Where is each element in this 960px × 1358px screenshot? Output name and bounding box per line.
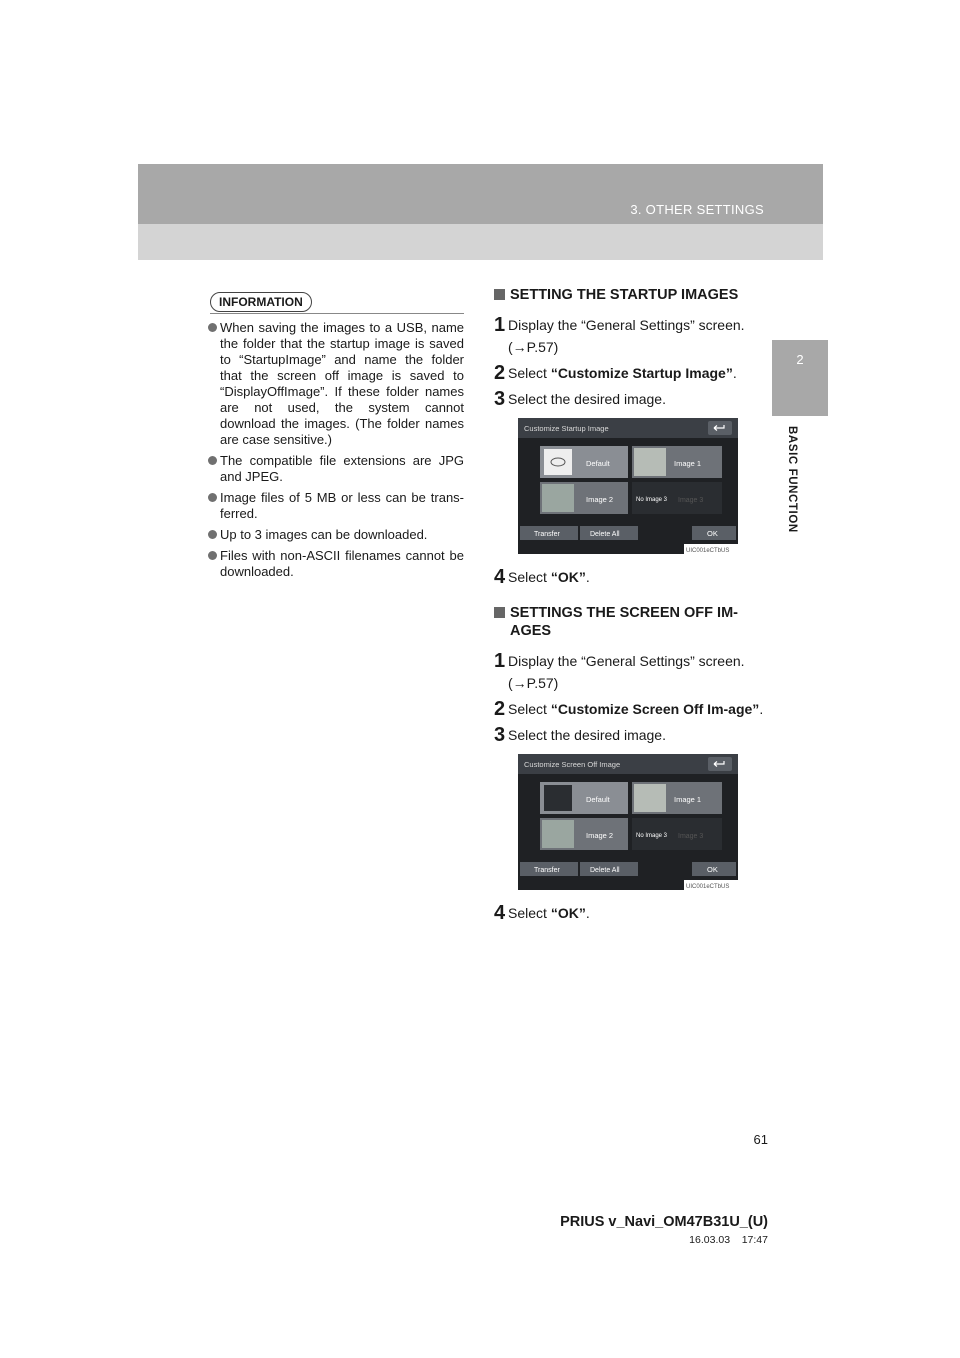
step-4: 4 Select “OK”. bbox=[494, 902, 590, 924]
startup-screen-screenshot bbox=[518, 418, 738, 554]
no-image3-label: No Image 3 bbox=[636, 497, 668, 503]
image3-label: Image 3 bbox=[678, 497, 704, 504]
no-image3-label: No Image 3 bbox=[636, 833, 668, 839]
image3-label: Image 3 bbox=[678, 833, 704, 840]
screen-off-screenshot bbox=[518, 754, 738, 890]
btn-transfer-label: Transfer bbox=[534, 531, 560, 538]
step-3: 3 Select the desired image. bbox=[494, 724, 666, 746]
step-4: 4 Select “OK”. bbox=[494, 566, 590, 588]
step-1: 1 Display the “General Settings” screen. (→P.57) bbox=[494, 314, 745, 355]
bullet-icon bbox=[208, 493, 217, 502]
screen-code: UIC001eCTbUS bbox=[686, 548, 730, 554]
instructions-column bbox=[494, 282, 766, 928]
bullet-icon bbox=[208, 551, 217, 560]
square-bullet-icon bbox=[494, 289, 505, 300]
btn-image1-label: Image 1 bbox=[674, 795, 702, 804]
doc-id: PRIUS v_Navi_OM47B31U_(U) bbox=[560, 1214, 768, 1230]
info-item: Image files of 5 MB or less can be trans-ferred. bbox=[208, 490, 464, 522]
chapter-label: BASIC FUNCTION bbox=[786, 426, 798, 533]
section-heading-startup: SETTING THE STARTUP IMAGES bbox=[494, 286, 766, 304]
btn-default-label: Default bbox=[586, 459, 610, 468]
screen-title: Customize Startup Image bbox=[524, 424, 609, 433]
btn-image1-label: Image 1 bbox=[674, 459, 702, 468]
screen-graphic bbox=[518, 754, 738, 890]
bullet-icon bbox=[208, 456, 217, 465]
step-3: 3 Select the desired image. bbox=[494, 388, 666, 410]
btn-delete-all-label: Delete All bbox=[590, 867, 620, 874]
information-rule bbox=[210, 313, 464, 314]
info-item: Up to 3 images can be downloaded. bbox=[208, 527, 464, 543]
screen-title: Customize Screen Off Image bbox=[524, 760, 621, 769]
chapter-number: 2 bbox=[796, 352, 804, 367]
btn-image2-label: Image 2 bbox=[586, 831, 614, 840]
information-list bbox=[208, 320, 464, 585]
information-badge: INFORMATION bbox=[210, 292, 312, 312]
step-1: 1 Display the “General Settings” screen. (→P.57) bbox=[494, 650, 745, 691]
screen-graphic bbox=[518, 418, 738, 554]
btn-default-label: Default bbox=[586, 795, 610, 804]
btn-ok-label: OK bbox=[707, 865, 718, 874]
page-number: 61 bbox=[753, 1132, 768, 1147]
bullet-icon bbox=[208, 323, 217, 332]
info-item: When saving the images to a USB, name the folder that the startup image is saved to “StartupImage” and name the folder that the screen off image is saved to “DisplayOffImage”. If these folder names are not used, the system cannot download the images. (The folder names are case sensitive.) bbox=[208, 320, 464, 448]
header-subband bbox=[138, 224, 823, 260]
btn-ok-label: OK bbox=[707, 529, 718, 538]
btn-image2-label: Image 2 bbox=[586, 495, 614, 504]
info-item: Files with non-ASCII filenames cannot be downloaded. bbox=[208, 548, 464, 580]
section-heading-screen-off: SETTINGS THE SCREEN OFF IM-AGES bbox=[494, 604, 766, 640]
section-title: 3. OTHER SETTINGS bbox=[630, 202, 764, 217]
btn-transfer-label: Transfer bbox=[534, 867, 560, 874]
square-bullet-icon bbox=[494, 607, 505, 618]
step-2: 2 Select “Customize Startup Image”. bbox=[494, 362, 737, 384]
info-item: The compatible file extensions are JPG and JPEG. bbox=[208, 453, 464, 485]
bullet-icon bbox=[208, 530, 217, 539]
timestamp: 16.03.03 17:47 bbox=[689, 1234, 768, 1246]
btn-delete-all-label: Delete All bbox=[590, 531, 620, 538]
step-2: 2 Select “Customize Screen Off Im-age”. bbox=[494, 698, 764, 720]
screen-code: UIC001eCTbUS bbox=[686, 884, 730, 890]
